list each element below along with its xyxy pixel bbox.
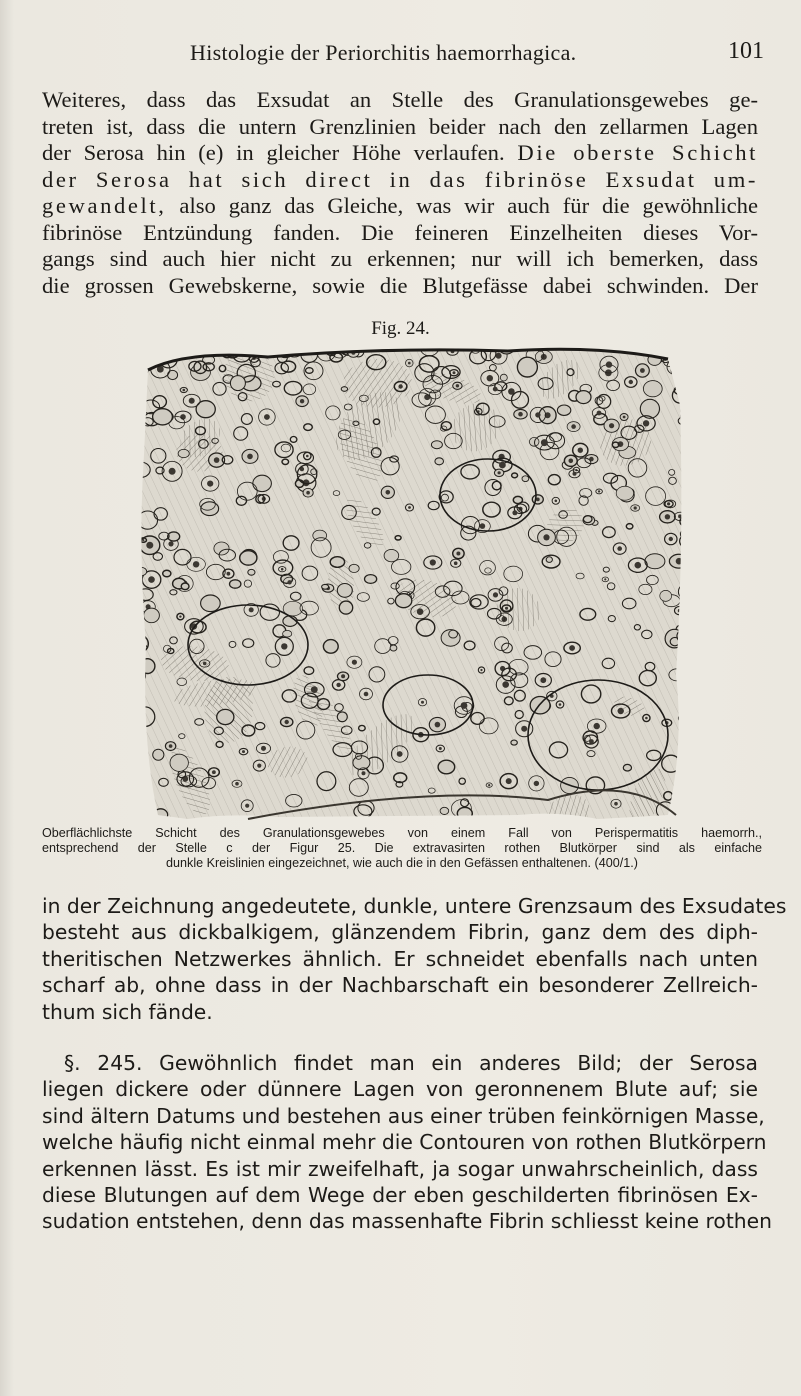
cell-nucleus [439,747,442,750]
cell-nucleus [543,534,549,540]
cell-nucleus [341,674,345,678]
blood-cell-ring [645,554,665,569]
cell-nucleus [618,708,624,714]
blood-cell-ring [680,517,688,526]
text-line: §. 245. Gewöhnlich findet man ein anderes Bild; der Serosa [64,1051,758,1075]
blood-cell-ring [677,629,688,643]
blood-cell-ring [337,584,352,598]
blood-cell-ring [643,381,662,397]
text-segment: der Serosa hin (e) in gleicher Höhe verlaufen. [42,140,505,165]
cell-nucleus [604,578,606,580]
cell-nucleus [555,500,558,503]
text-line: thum sich fände. [42,999,213,1024]
cell-nucleus [281,568,284,571]
cell-nucleus [540,677,546,683]
cell-nucleus [541,439,548,446]
blood-cell-ring [181,583,189,590]
blood-cell-ring [330,557,344,568]
cell-nucleus [264,414,270,420]
cell-nucleus [362,771,366,775]
emphasized-line: der Serosa hat sich direct in das fibrinöse Exsudat um- [42,166,758,192]
blood-cell-ring [623,764,631,771]
caption-line: entsprechend der Stelle c der Figur 25. Die extravasirten rothen Blutkörper sind als einfache [42,841,762,855]
blood-cell-ring [201,595,221,612]
blood-cell-ring [128,668,146,683]
cell-nucleus [417,608,424,615]
cell-nucleus [169,468,176,475]
text-line [42,193,758,220]
blood-cell-ring [576,391,591,404]
blood-cell-ring [435,458,444,465]
blood-cell-ring [128,751,141,764]
cell-nucleus [247,454,253,460]
cell-nucleus [614,802,618,806]
blood-cell-ring [517,357,537,377]
cell-nucleus [487,375,493,381]
cell-nucleus [597,411,602,416]
text-line: sind ältern Datums und bestehen aus einer trüben feinkörnigen Masse, [42,1103,765,1128]
cell-nucleus [645,717,648,720]
cell-nucleus [534,781,539,786]
paragraph-3 [42,1050,772,1235]
cell-nucleus [203,662,207,666]
cell-nucleus [578,448,583,453]
paragraph-1 [42,87,758,299]
blood-cell-ring [671,345,683,354]
cell-nucleus [287,347,289,349]
cell-nucleus [493,592,498,597]
cell-nucleus [398,384,402,388]
blood-cell-ring [230,580,241,588]
blood-cell-ring [230,376,245,391]
text-line: treten ist, dass die untern Grenzlinien beider nach den zellarmen Lagen [42,113,758,139]
cell-nucleus [589,739,594,744]
blood-cell-ring [248,569,255,575]
text-line: diese Blutungen auf dem Wege der eben geschilderten fibrinösen Ex- [42,1183,758,1208]
figure-label: Fig. 24. [371,318,430,339]
blood-cell-ring [512,473,518,478]
cell-nucleus [287,580,291,584]
figure-caption [42,826,762,871]
cell-nucleus [300,399,304,403]
cell-nucleus [257,764,261,768]
blood-cell-ring [349,564,359,572]
cell-nucleus [168,541,173,546]
cell-nucleus [456,384,459,387]
blood-cell-ring [322,345,329,348]
running-title: Histologie der Periorchitis haemorrhagica. [190,40,577,65]
blood-cell-ring [134,699,140,703]
blood-cell-ring [337,712,347,722]
cell-nucleus [573,472,577,476]
text-line: besteht aus dickbalkigem, glänzendem Fibrin, ganz dem des diph- [42,920,758,945]
cell-nucleus [146,542,153,549]
histology-figure [128,345,688,820]
text-segment: also ganz das Gleiche, was wir auch für die gewöhnliche [166,193,758,218]
cell-nucleus [133,672,140,679]
cell-nucleus [640,368,645,373]
blood-cell-ring [395,594,411,608]
cell-nucleus [629,380,633,384]
cell-nucleus [496,353,502,359]
paragraph-2 [42,893,787,1025]
cell-nucleus [617,546,622,551]
cell-nucleus [249,607,254,612]
blood-cell-ring [665,629,684,648]
blood-cell-ring [170,754,188,771]
blood-cell-ring [153,409,173,425]
text-line: erkennen lässt. Es ist mir zweifelhaft, ja sogar unwahrscheinlich, dass [42,1156,758,1181]
cell-nucleus [676,558,683,565]
blood-cell-ring [339,601,352,614]
blood-cell-ring [656,347,663,354]
cell-nucleus [261,746,266,751]
cell-nucleus [183,389,186,392]
cell-nucleus [336,683,340,687]
cell-nucleus [306,455,309,458]
blood-cell-ring [431,441,442,449]
tissue-drawing [128,345,688,820]
blood-cell-ring [683,578,688,587]
blood-cell-ring [365,575,377,584]
cell-nucleus [142,539,144,541]
blood-cell-ring [323,640,338,654]
blood-cell-ring [201,502,219,516]
cell-nucleus [569,459,574,464]
blood-cell-ring [530,697,550,714]
cell-nucleus [169,744,173,748]
cell-nucleus [386,490,391,495]
cell-nucleus [493,387,498,392]
blood-cell-ring [440,807,449,814]
cell-nucleus [421,701,424,704]
blood-cell-ring [129,570,136,576]
text-line: Weiteres, dass das Exsudat an Stelle des Granulationsgewebes ge- [42,87,758,112]
cell-nucleus [193,561,199,567]
blood-cell-ring [283,630,292,637]
page-number: 101 [728,38,764,64]
cell-nucleus [505,607,508,610]
text-line: welche häufig nicht einmal mehr die Contouren von rothen Blutkörpern [42,1130,767,1155]
cell-nucleus [667,502,670,505]
cell-nucleus [408,506,411,509]
cell-nucleus [435,722,441,728]
blood-cell-ring [457,807,472,819]
text-line: liegen dickere oder dünnere Lagen von geronnenem Blute auf; sie [42,1077,758,1102]
cell-nucleus [512,510,517,515]
blood-cell-ring [678,714,688,722]
blood-cell-ring [144,608,160,623]
cell-nucleus [245,804,249,808]
caption-line: dunkle Kreislinien eingezeichnet, wie auch die in den Gefässen enthaltenen. (400/1.) [166,856,638,870]
text-line: gangs sind auch hier nicht zu erkennen; nur will ich bemerken, dass [42,246,758,271]
cell-nucleus [606,361,612,367]
cell-nucleus [364,692,369,697]
text-line [42,140,758,167]
blood-cell-ring [214,542,229,555]
cell-nucleus [498,471,501,474]
cell-nucleus [598,490,600,492]
cell-nucleus [480,523,486,529]
blood-cell-ring [136,442,143,448]
cell-nucleus [678,514,682,518]
blood-cell-ring [681,363,687,368]
cell-nucleus [518,412,523,417]
cell-nucleus [143,646,145,648]
cell-nucleus [569,645,575,651]
cell-nucleus [306,491,310,495]
cell-nucleus [454,561,458,565]
emphasized-text: Die oberste Schicht [517,140,758,165]
cell-nucleus [678,609,682,613]
text-line: die grossen Gewebskerne, sowie die Blutgefässe dabei schwinden. Der [42,272,758,298]
text-line: fibrinöse Entzündung fanden. Die feineren Einzelheiten dieses Vor- [42,219,758,245]
cell-nucleus [499,462,506,469]
blood-cell-ring [522,476,529,482]
cell-nucleus [352,660,357,665]
blood-cell-ring [680,530,688,538]
cell-nucleus [571,424,576,429]
cell-nucleus [623,416,626,419]
cell-nucleus [559,703,562,706]
blood-cell-ring [671,364,688,377]
cell-nucleus [311,686,318,693]
cell-nucleus [461,702,468,709]
cell-nucleus [502,681,509,688]
cell-nucleus [430,559,436,565]
cell-nucleus [281,643,287,649]
blood-cell-ring [135,567,146,575]
cell-nucleus [669,537,673,541]
blood-cell-ring [390,645,397,651]
text-line: sudation entstehen, denn das massenhafte Fibrin schliesst keine rothen [42,1209,772,1234]
cell-nucleus [289,345,293,347]
caption-line: Oberflächlichste Schicht des Granulationsgewebes von einem Fall von Perispermatitis haemorrh., [42,826,762,840]
blood-cell-ring [681,413,688,420]
cell-nucleus [207,481,213,487]
cell-nucleus [242,750,245,753]
cell-nucleus [506,778,512,784]
cell-nucleus [609,423,614,428]
cell-nucleus [480,669,482,671]
cell-nucleus [212,770,216,774]
blood-cell-ring [681,405,688,418]
cell-nucleus [488,784,490,786]
cell-nucleus [408,362,411,365]
blood-cell-ring [285,346,291,350]
cell-nucleus [148,576,155,583]
cell-nucleus [235,782,239,786]
cell-nucleus [658,349,661,352]
text-line: scharf ab, ohne dass in der Nachbarschaft ein besonderer Zellreich- [42,973,758,998]
blood-cell-ring [675,345,688,357]
blood-cell-ring [128,787,135,794]
blood-cell-ring [138,367,148,375]
blood-cell-ring [140,659,155,674]
cell-nucleus [397,751,403,757]
blood-cell-ring [217,709,234,724]
page-header [60,40,770,74]
text-line: theritischen Netzwerkes ähnlich. Er schneidet ebenfalls nach unten [42,946,758,971]
blood-cell-ring [557,405,570,415]
cell-nucleus [643,420,649,426]
blood-cell-ring [322,584,329,589]
cell-nucleus [285,720,289,724]
blood-cell-ring [438,760,455,774]
blood-cell-ring [546,557,552,563]
blood-cell-ring [163,570,171,577]
blood-cell-ring [154,809,168,820]
blood-cell-ring [130,635,149,653]
cell-nucleus [635,562,642,569]
cell-nucleus [161,354,163,356]
cell-nucleus [665,514,670,519]
emphasized-text: gewandelt, [42,193,167,218]
blood-cell-ring [511,740,517,745]
blood-cell-ring [128,509,139,519]
text-line: in der Zeichnung angedeutete, dunkle, untere Grenzsaum des Exsudates [42,894,787,918]
blood-cell-ring [656,345,669,352]
blood-cell-ring [128,451,137,464]
blood-cell-ring [616,486,633,500]
cell-nucleus [535,412,540,417]
blood-cell-ring [153,749,164,760]
cell-nucleus [634,506,637,509]
blood-cell-ring [159,353,165,358]
cell-nucleus [214,457,220,463]
cell-nucleus [179,615,181,617]
blood-cell-ring [500,374,507,381]
blood-cell-ring [285,345,296,349]
cell-nucleus [189,398,195,404]
cell-nucleus [227,572,231,576]
cell-nucleus [678,635,684,641]
blood-cell-ring [660,590,672,601]
cell-nucleus [453,371,456,374]
cell-nucleus [683,415,686,418]
blood-cell-ring [178,449,189,457]
blood-cell-ring [240,551,257,565]
blood-cell-ring [341,387,347,392]
blood-cell-ring [313,530,327,541]
cell-nucleus [456,552,460,556]
blood-cell-ring [253,475,272,491]
cell-nucleus [594,723,600,729]
cell-nucleus [521,726,527,732]
